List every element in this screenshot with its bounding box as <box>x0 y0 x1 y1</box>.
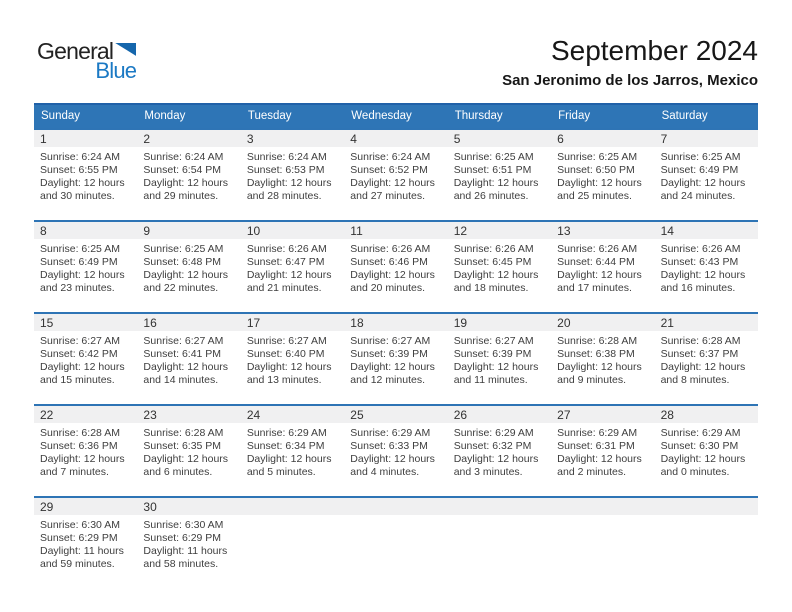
week-row-3 <box>34 312 758 404</box>
sunset-text: Sunset: 6:42 PM <box>40 348 118 360</box>
day-cell <box>34 498 137 588</box>
sunset-text: Sunset: 6:36 PM <box>40 440 118 452</box>
day-info <box>448 239 551 295</box>
day-cell <box>448 406 551 496</box>
day-cell <box>137 222 240 312</box>
sunrise-text: Sunrise: 6:28 AM <box>557 335 638 347</box>
daylight-text: Daylight: 12 hours and 4 minutes. <box>350 453 435 478</box>
day-number: 20 <box>551 314 654 331</box>
sunset-text: Sunset: 6:37 PM <box>660 348 739 360</box>
sunset-text: Sunset: 6:29 PM <box>40 532 118 544</box>
day-cell <box>655 130 758 220</box>
day-number: 18 <box>344 314 447 331</box>
daylight-text: Daylight: 12 hours and 15 minutes. <box>40 361 125 386</box>
dow-wednesday: Wednesday <box>351 110 412 122</box>
day-number: 8 <box>34 222 137 239</box>
sunrise-text: Sunrise: 6:25 AM <box>557 151 638 163</box>
sunset-text: Sunset: 6:47 PM <box>246 256 325 268</box>
sunset-text: Sunset: 6:45 PM <box>453 256 532 268</box>
sunset-text: Sunset: 6:30 PM <box>660 440 739 452</box>
sunrise-text: Sunrise: 6:29 AM <box>246 427 327 439</box>
day-info <box>655 331 758 387</box>
day-info <box>344 515 447 519</box>
sunrise-text: Sunrise: 6:29 AM <box>350 427 431 439</box>
day-number <box>551 498 654 515</box>
daylight-text: Daylight: 12 hours and 27 minutes. <box>350 177 435 202</box>
daylight-text: Daylight: 12 hours and 8 minutes. <box>660 361 746 386</box>
day-cell <box>34 222 137 312</box>
day-number: 22 <box>34 406 137 423</box>
day-cell <box>655 406 758 496</box>
daylight-text: Daylight: 12 hours and 23 minutes. <box>40 269 125 294</box>
day-cell <box>34 314 137 404</box>
daylight-text: Daylight: 12 hours and 2 minutes. <box>557 453 642 478</box>
day-info <box>34 515 137 571</box>
dow-thursday: Thursday <box>454 110 503 122</box>
sunset-text: Sunset: 6:39 PM <box>350 348 428 360</box>
page-header <box>502 36 758 89</box>
daylight-text: Daylight: 12 hours and 21 minutes. <box>246 269 332 294</box>
sunrise-text: Sunrise: 6:27 AM <box>453 335 534 347</box>
day-number: 7 <box>655 130 758 147</box>
day-info <box>344 331 447 387</box>
day-cell-empty <box>655 498 758 588</box>
day-number: 11 <box>344 222 447 239</box>
day-cell <box>448 314 551 404</box>
sunrise-text: Sunrise: 6:25 AM <box>40 243 120 255</box>
sunrise-text: Sunrise: 6:24 AM <box>350 151 431 163</box>
sunset-text: Sunset: 6:52 PM <box>350 164 428 176</box>
day-cell <box>551 406 654 496</box>
daylight-text: Daylight: 12 hours and 6 minutes. <box>143 453 229 478</box>
day-info <box>655 147 758 203</box>
day-number: 12 <box>448 222 551 239</box>
daylight-text: Daylight: 12 hours and 22 minutes. <box>143 269 229 294</box>
day-cell <box>241 222 344 312</box>
sunrise-text: Sunrise: 6:29 AM <box>557 427 638 439</box>
sunset-text: Sunset: 6:35 PM <box>143 440 222 452</box>
general-blue-logo <box>37 40 136 82</box>
day-info <box>34 239 137 295</box>
day-info <box>34 331 137 387</box>
month-year-title: September 2024 <box>550 35 758 66</box>
dow-friday: Friday <box>558 110 591 122</box>
day-info <box>344 239 447 295</box>
location-subtitle: San Jeronimo de los Jarros, Mexico <box>502 71 758 89</box>
day-number: 19 <box>448 314 551 331</box>
dow-sunday: Sunday <box>41 110 81 122</box>
sunset-text: Sunset: 6:51 PM <box>453 164 532 176</box>
day-info <box>137 423 240 479</box>
day-number: 9 <box>137 222 240 239</box>
sunrise-text: Sunrise: 6:26 AM <box>557 243 638 255</box>
day-of-week-header-row <box>34 103 758 128</box>
day-info <box>655 515 758 519</box>
day-number: 26 <box>448 406 551 423</box>
sunrise-text: Sunrise: 6:27 AM <box>40 335 120 347</box>
sunset-text: Sunset: 6:34 PM <box>246 440 325 452</box>
daylight-text: Daylight: 12 hours and 12 minutes. <box>350 361 435 386</box>
day-info <box>551 331 654 387</box>
day-number: 27 <box>551 406 654 423</box>
daylight-text: Daylight: 11 hours and 58 minutes. <box>143 545 228 570</box>
day-cell <box>655 314 758 404</box>
day-number <box>344 498 447 515</box>
day-cell <box>241 406 344 496</box>
day-info <box>241 239 344 295</box>
day-cell <box>241 314 344 404</box>
day-number: 23 <box>137 406 240 423</box>
sunset-text: Sunset: 6:55 PM <box>40 164 118 176</box>
sunset-text: Sunset: 6:48 PM <box>143 256 222 268</box>
day-cell <box>551 130 654 220</box>
day-info <box>551 423 654 479</box>
day-number: 30 <box>137 498 240 515</box>
day-number: 17 <box>241 314 344 331</box>
day-info <box>137 331 240 387</box>
sunrise-text: Sunrise: 6:30 AM <box>40 519 120 531</box>
day-info <box>448 147 551 203</box>
day-number: 25 <box>344 406 447 423</box>
day-number: 2 <box>137 130 240 147</box>
sunset-text: Sunset: 6:41 PM <box>143 348 222 360</box>
sunrise-text: Sunrise: 6:26 AM <box>660 243 741 255</box>
dow-monday: Monday <box>144 110 186 122</box>
sunrise-text: Sunrise: 6:28 AM <box>40 427 120 439</box>
sunset-text: Sunset: 6:39 PM <box>453 348 532 360</box>
day-cell <box>344 314 447 404</box>
day-cell <box>344 222 447 312</box>
sunset-text: Sunset: 6:44 PM <box>557 256 635 268</box>
dow-tuesday: Tuesday <box>247 110 292 122</box>
day-cell <box>551 222 654 312</box>
daylight-text: Daylight: 12 hours and 3 minutes. <box>453 453 539 478</box>
day-info <box>34 147 137 203</box>
day-info <box>448 331 551 387</box>
day-number: 3 <box>241 130 344 147</box>
sunset-text: Sunset: 6:50 PM <box>557 164 635 176</box>
sunset-text: Sunset: 6:43 PM <box>660 256 739 268</box>
daylight-text: Daylight: 12 hours and 16 minutes. <box>660 269 746 294</box>
day-info <box>448 515 551 519</box>
sunrise-text: Sunrise: 6:28 AM <box>143 427 224 439</box>
week-row-2 <box>34 220 758 312</box>
daylight-text: Daylight: 12 hours and 7 minutes. <box>40 453 125 478</box>
sunrise-text: Sunrise: 6:27 AM <box>246 335 327 347</box>
day-info <box>34 423 137 479</box>
day-info <box>448 423 551 479</box>
day-number: 4 <box>344 130 447 147</box>
sunrise-text: Sunrise: 6:29 AM <box>453 427 534 439</box>
daylight-text: Daylight: 12 hours and 25 minutes. <box>557 177 642 202</box>
day-number <box>655 498 758 515</box>
day-info <box>241 147 344 203</box>
day-cell <box>551 314 654 404</box>
day-info <box>137 147 240 203</box>
day-cell-empty <box>344 498 447 588</box>
sunset-text: Sunset: 6:49 PM <box>40 256 118 268</box>
day-info <box>137 515 240 571</box>
daylight-text: Daylight: 12 hours and 29 minutes. <box>143 177 229 202</box>
sunset-text: Sunset: 6:31 PM <box>557 440 635 452</box>
day-info <box>241 515 344 519</box>
day-info <box>137 239 240 295</box>
calendar-table <box>34 103 758 588</box>
day-info <box>344 423 447 479</box>
logo-text-blue: Blue <box>95 58 137 83</box>
day-info <box>344 147 447 203</box>
daylight-text: Daylight: 12 hours and 24 minutes. <box>660 177 746 202</box>
sunrise-text: Sunrise: 6:24 AM <box>143 151 224 163</box>
day-info <box>551 515 654 519</box>
sunset-text: Sunset: 6:38 PM <box>557 348 635 360</box>
daylight-text: Daylight: 12 hours and 14 minutes. <box>143 361 229 386</box>
sunrise-text: Sunrise: 6:30 AM <box>143 519 224 531</box>
sunrise-text: Sunrise: 6:25 AM <box>453 151 534 163</box>
sunrise-text: Sunrise: 6:24 AM <box>40 151 120 163</box>
day-number: 16 <box>137 314 240 331</box>
daylight-text: Daylight: 12 hours and 13 minutes. <box>246 361 332 386</box>
day-cell <box>34 406 137 496</box>
sunset-text: Sunset: 6:40 PM <box>246 348 325 360</box>
day-cell <box>137 406 240 496</box>
day-cell-empty <box>241 498 344 588</box>
day-info <box>551 147 654 203</box>
day-cell <box>655 222 758 312</box>
daylight-text: Daylight: 12 hours and 5 minutes. <box>246 453 332 478</box>
day-cell <box>344 130 447 220</box>
sunrise-text: Sunrise: 6:26 AM <box>246 243 327 255</box>
week-row-5 <box>34 496 758 588</box>
sunrise-text: Sunrise: 6:29 AM <box>660 427 741 439</box>
logo-triangle-icon <box>115 43 136 56</box>
sunset-text: Sunset: 6:32 PM <box>453 440 532 452</box>
day-number: 5 <box>448 130 551 147</box>
day-cell <box>344 406 447 496</box>
day-number <box>241 498 344 515</box>
day-info <box>241 423 344 479</box>
day-info <box>655 239 758 295</box>
daylight-text: Daylight: 12 hours and 30 minutes. <box>40 177 125 202</box>
sunrise-text: Sunrise: 6:27 AM <box>350 335 431 347</box>
day-cell <box>448 222 551 312</box>
daylight-text: Daylight: 12 hours and 0 minutes. <box>660 453 746 478</box>
day-number: 21 <box>655 314 758 331</box>
daylight-text: Daylight: 12 hours and 11 minutes. <box>453 361 539 386</box>
day-number: 10 <box>241 222 344 239</box>
day-number: 14 <box>655 222 758 239</box>
day-number: 1 <box>34 130 137 147</box>
day-number <box>448 498 551 515</box>
day-number: 29 <box>34 498 137 515</box>
week-row-1 <box>34 128 758 220</box>
day-info <box>241 331 344 387</box>
day-number: 6 <box>551 130 654 147</box>
day-number: 13 <box>551 222 654 239</box>
daylight-text: Daylight: 11 hours and 59 minutes. <box>40 545 124 570</box>
sunrise-text: Sunrise: 6:27 AM <box>143 335 224 347</box>
sunset-text: Sunset: 6:53 PM <box>246 164 325 176</box>
sunset-text: Sunset: 6:46 PM <box>350 256 428 268</box>
day-number: 28 <box>655 406 758 423</box>
day-cell-empty <box>448 498 551 588</box>
sunrise-text: Sunrise: 6:25 AM <box>143 243 224 255</box>
daylight-text: Daylight: 12 hours and 18 minutes. <box>453 269 539 294</box>
logo-text-general: General <box>37 38 114 64</box>
sunset-text: Sunset: 6:29 PM <box>143 532 222 544</box>
week-row-4 <box>34 404 758 496</box>
day-cell <box>448 130 551 220</box>
sunrise-text: Sunrise: 6:28 AM <box>660 335 741 347</box>
day-cell-empty <box>551 498 654 588</box>
day-cell <box>137 130 240 220</box>
sunset-text: Sunset: 6:54 PM <box>143 164 222 176</box>
day-info <box>551 239 654 295</box>
daylight-text: Daylight: 12 hours and 17 minutes. <box>557 269 642 294</box>
day-cell <box>137 498 240 588</box>
sunrise-text: Sunrise: 6:24 AM <box>246 151 327 163</box>
day-info <box>655 423 758 479</box>
day-number: 24 <box>241 406 344 423</box>
sunset-text: Sunset: 6:49 PM <box>660 164 739 176</box>
sunrise-text: Sunrise: 6:25 AM <box>660 151 741 163</box>
sunset-text: Sunset: 6:33 PM <box>350 440 428 452</box>
sunrise-text: Sunrise: 6:26 AM <box>350 243 431 255</box>
day-cell <box>137 314 240 404</box>
dow-saturday: Saturday <box>661 110 708 122</box>
daylight-text: Daylight: 12 hours and 9 minutes. <box>557 361 642 386</box>
day-cell <box>34 130 137 220</box>
daylight-text: Daylight: 12 hours and 26 minutes. <box>453 177 539 202</box>
daylight-text: Daylight: 12 hours and 20 minutes. <box>350 269 435 294</box>
day-number: 15 <box>34 314 137 331</box>
day-cell <box>241 130 344 220</box>
sunrise-text: Sunrise: 6:26 AM <box>453 243 534 255</box>
daylight-text: Daylight: 12 hours and 28 minutes. <box>246 177 332 202</box>
